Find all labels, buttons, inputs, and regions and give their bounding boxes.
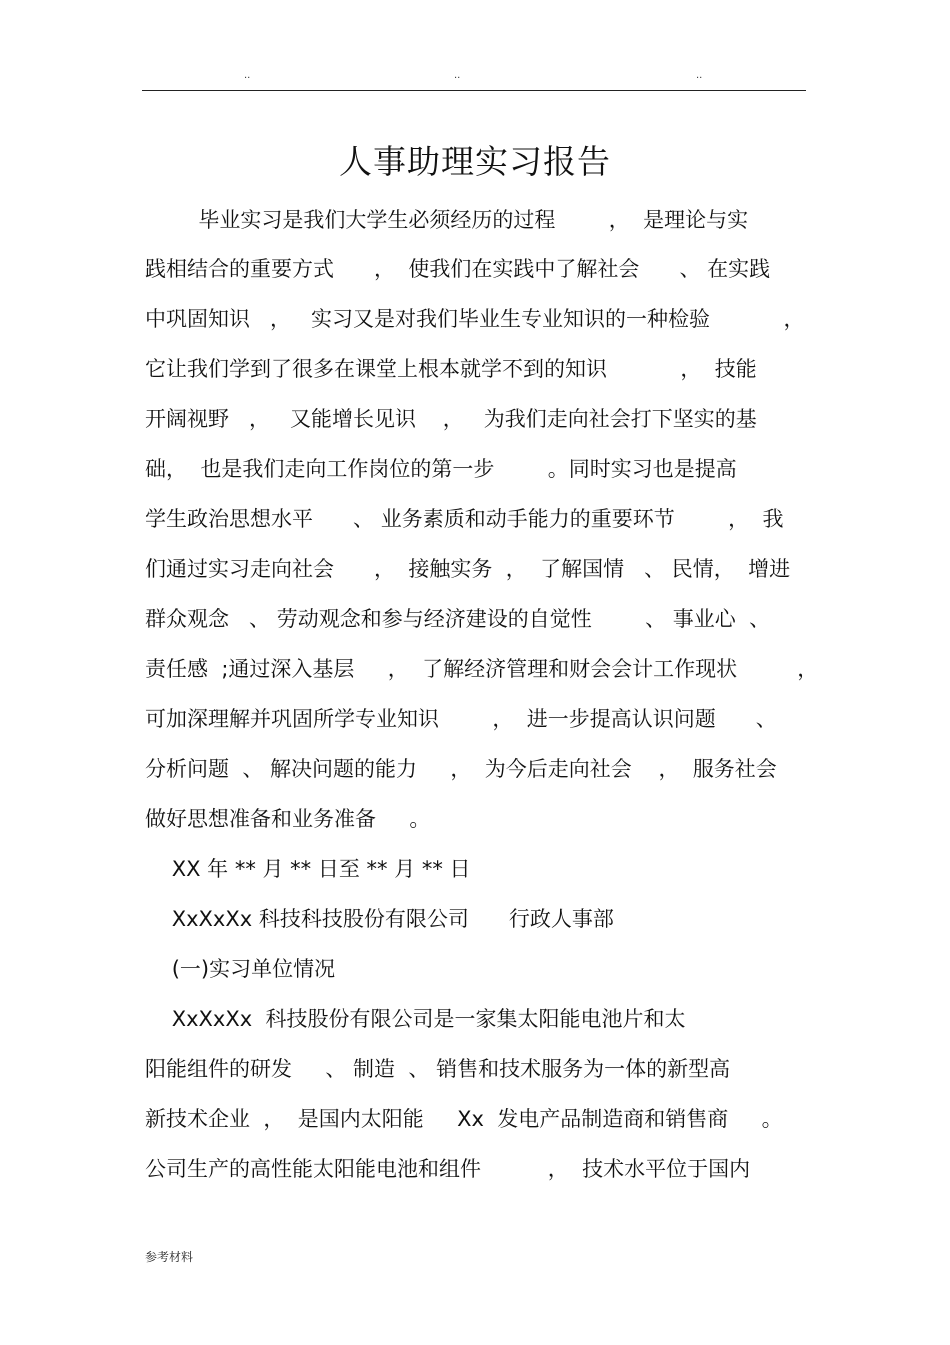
body-line: 做好思想准备和业务准备 。 <box>145 807 431 831</box>
body-line: 学生政治思想水平 、 业务素质和动手能力的重要环节 ， 我 <box>145 507 784 531</box>
body-line: 们通过实习走向社会 ， 接触实务 ， 了解国情 、 民情， 增进 <box>145 557 791 581</box>
body-line: 践相结合的重要方式 ， 使我们在实践中了解社会 、 在实践 <box>145 257 771 281</box>
header-rule <box>142 90 806 91</box>
body-line: 新技术企业 ， 是国内太阳能 Xx 发电产品制造商和销售商 。 <box>145 1107 783 1131</box>
company-department: XxXxXx 科技科技股份有限公司 行政人事部 <box>145 907 614 931</box>
body-line: 群众观念 、 劳动观念和参与经济建设的自觉性 、 事业心 、 <box>145 607 771 631</box>
internship-dates: XX 年 ** 月 ** 日至 ** 月 ** 日 <box>145 857 471 881</box>
body-line: 公司生产的高性能太阳能电池和组件 ， 技术水平位于国内 <box>145 1157 751 1181</box>
header-mark-right: .. <box>696 70 703 81</box>
page-footer: 参考材料 <box>145 1250 194 1264</box>
body-line: 责任感 ;通过深入基层 ， 了解经济管理和财会会计工作现状 ， <box>145 657 819 681</box>
body-line: 础， 也是我们走向工作岗位的第一步 。同时实习也是提高 <box>145 457 737 481</box>
page-header <box>142 70 806 88</box>
document-title: 人事助理实习报告 <box>339 142 611 181</box>
body-line: 分析问题 、 解决问题的能力 ， 为今后走向社会 ， 服务社会 <box>145 757 777 781</box>
header-mark-left: .. <box>244 70 251 81</box>
body-line: 它让我们学到了很多在课堂上根本就学不到的知识 ， 技能 <box>145 357 757 381</box>
body-line: 毕业实习是我们大学生必须经历的过程 ， 是理论与实 <box>145 208 749 232</box>
body-line: 开阔视野 ， 又能增长见识 ， 为我们走向社会打下坚实的基 <box>145 407 757 431</box>
body-line: 可加深理解并巩固所学专业知识 ， 进一步提高认识问题 、 <box>145 707 777 731</box>
body-line: 中巩固知识 ， 实习又是对我们毕业生专业知识的一种检验 ， <box>145 307 805 331</box>
section-heading: (一)实习单位情况 <box>145 957 336 981</box>
body-line: 阳能组件的研发 、 制造 、 销售和技术服务为一体的新型高 <box>145 1057 731 1081</box>
body-line: XxXxXx 科技股份有限公司是一家集太阳能电池片和太 <box>145 1007 686 1031</box>
header-mark-center: .. <box>454 70 461 81</box>
